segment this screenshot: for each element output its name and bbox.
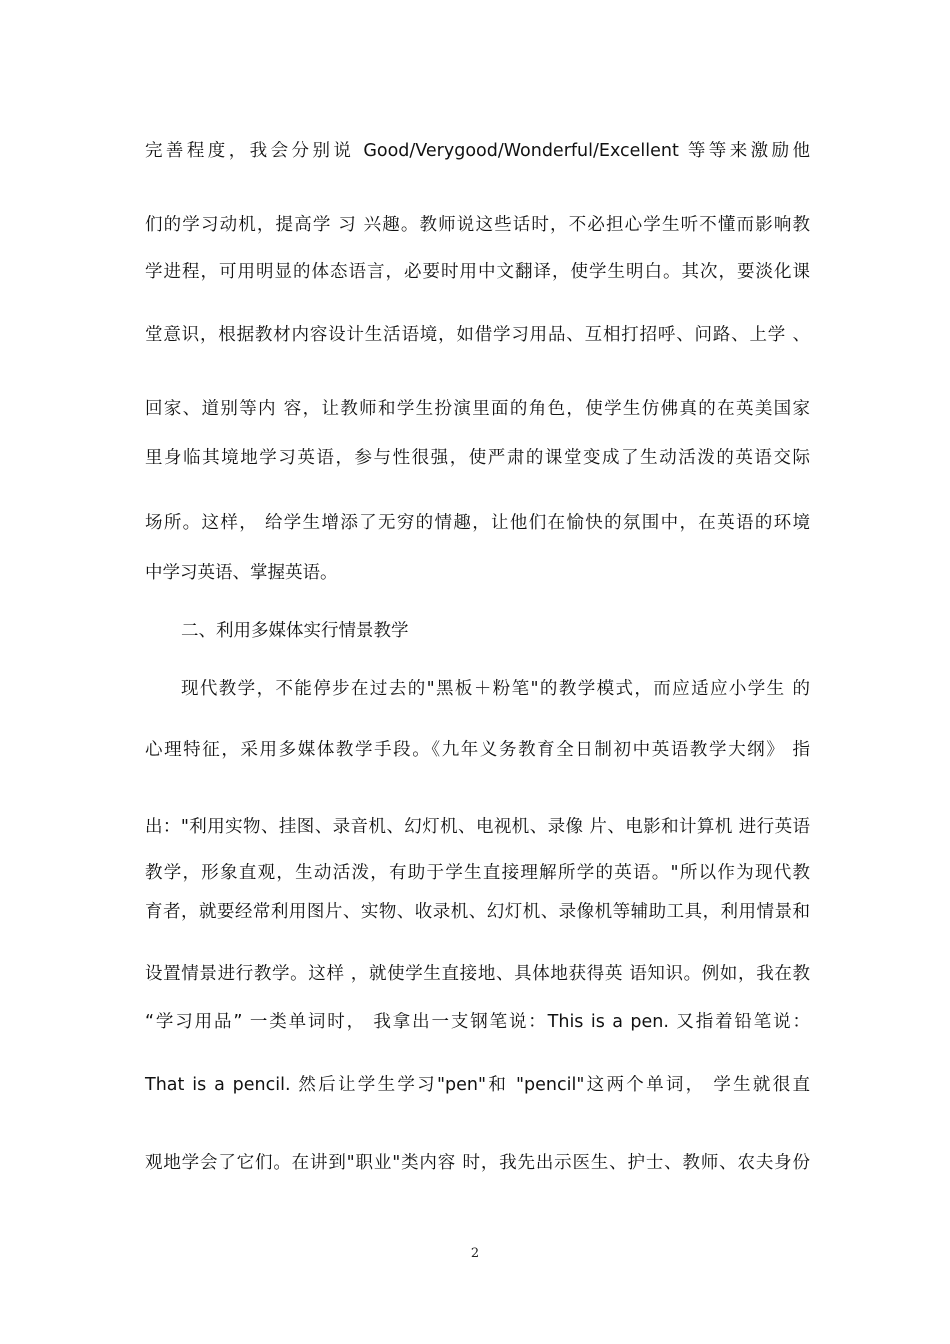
body-text-line-10: 心理特征，采用多媒体教学手段。《九年义务教育全日制初中英语教学大纲》 指 (145, 740, 810, 760)
body-text-line-6: 里身临其境地学习英语，参与性很强，使严肃的课堂变成了生动活泼的英语交际 (145, 448, 810, 468)
body-text-line-3: 学进程，可用明显的体态语言，必要时用中文翻译，使学生明白。其次，要淡化课 (145, 262, 810, 282)
section-heading: 二、利用多媒体实行情景教学 (181, 621, 409, 641)
body-text-line-8: 中学习英语、掌握英语。 (145, 563, 338, 583)
body-text-line-2: 们的学习动机，提高学 习 兴趣。教师说这些话时，不必担心学生听不懂而影响教 (145, 215, 810, 235)
body-text-line-4: 堂意识，根据教材内容设计生活语境，如借学习用品、互相打招呼、问路、上学 、 (145, 325, 810, 345)
body-text-line-7: 场所。这样， 给学生增添了无穷的情趣，让他们在愉快的氛围中，在英语的环境 (145, 513, 810, 533)
page-number: 2 (470, 1246, 480, 1261)
body-text-line-5: 回家、道别等内 容，让教师和学生扮演里面的角色，使学生仿佛真的在英美国家 (145, 399, 810, 419)
body-text-line-1: 完善程度，我会分别说 Good/Verygood/Wonderful/Excellent 等等来激励他 (145, 141, 810, 161)
body-text-line-15: “学习用品” 一类单词时， 我拿出一支钢笔说：This is a pen. 又指着铅笔说： (145, 1012, 810, 1032)
body-text-line-13: 育者，就要经常利用图片、实物、收录机、幻灯机、录像机等辅助工具，利用情景和 (145, 902, 810, 922)
body-text-line-12: 教学，形象直观，生动活泼，有助于学生直接理解所学的英语。"所以作为现代教 (145, 863, 810, 883)
body-text-line-11: 出："利用实物、挂图、录音机、幻灯机、电视机、录像 片、电影和计算机 进行英语 (145, 817, 810, 837)
body-text-line-9: 现代教学，不能停步在过去的"黑板＋粉笔"的教学模式，而应适应小学生 的 (181, 679, 810, 699)
body-text-line-16: That is a pencil. 然后让学生学习"pen"和 "pencil"这两个单词， 学生就很直 (145, 1075, 810, 1095)
body-text-line-14: 设置情景进行教学。这样 ，就使学生直接地、具体地获得英 语知识。例如，我在教 (145, 964, 810, 984)
body-text-line-17: 观地学会了它们。在讲到"职业"类内容 时，我先出示医生、护士、教师、农夫身份 (145, 1153, 810, 1173)
